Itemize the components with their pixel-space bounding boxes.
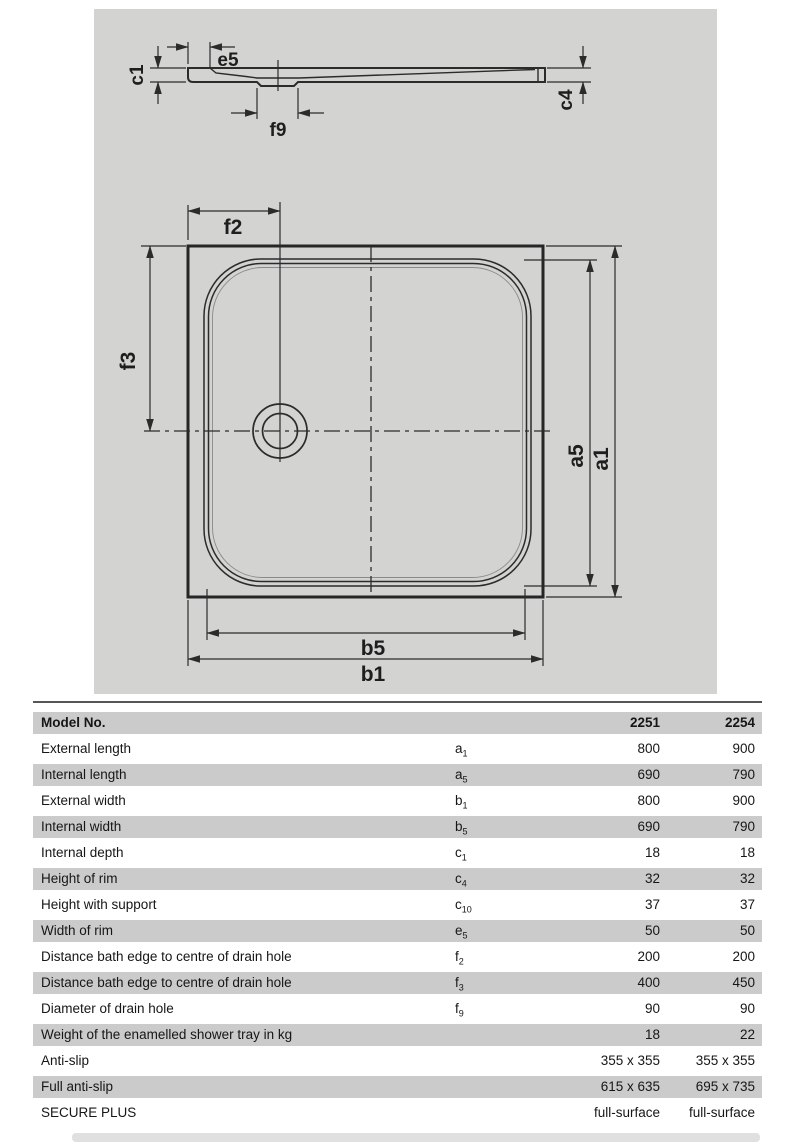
spec-symbol [455, 1100, 530, 1126]
model-no-header: Model No. [41, 715, 106, 730]
spec-symbol: $c_1$ [455, 845, 467, 863]
table-row [33, 944, 762, 970]
spec-value-2254: 355 x 355 [695, 1053, 755, 1068]
spec-symbol: $f_9$ [455, 1001, 464, 1019]
spec-value-2251: 90 [644, 1001, 660, 1016]
spec-value-2254: 200 [732, 949, 755, 964]
spec-value-2254: 37 [739, 897, 755, 912]
spec-symbol: $b_1$ [455, 793, 468, 811]
spec-value-2251: 400 [637, 975, 660, 990]
spec-value-2254: 900 [732, 793, 755, 808]
spec-symbol [455, 1076, 530, 1098]
spec-label: SECURE PLUS [41, 1105, 137, 1120]
symbol-header [455, 712, 530, 734]
spec-value-2251: 18 [644, 1027, 660, 1042]
spec-label: Full anti-slip [41, 1079, 114, 1094]
spec-value-2254: 50 [739, 923, 755, 938]
dim-label-a1: a1 [590, 447, 613, 471]
spec-label: Distance bath edge to centre of drain hole [41, 975, 292, 990]
spec-value-2254: 18 [739, 845, 755, 860]
table-row [33, 892, 762, 918]
spec-label: External length [41, 741, 132, 756]
scan-artifact-bar [72, 1133, 760, 1142]
table-row [33, 1048, 762, 1074]
spec-value-2254: full-surface [688, 1105, 755, 1120]
table-row [33, 840, 762, 866]
spec-value-2251: 800 [637, 741, 660, 756]
dim-label-f2: f2 [223, 216, 243, 239]
table-row [33, 762, 762, 788]
spec-value-2251: 50 [644, 923, 660, 938]
spec-value-2251: full-surface [593, 1105, 660, 1120]
spec-value-2251: 690 [637, 767, 660, 782]
spec-value-2254: 695 x 735 [695, 1079, 755, 1094]
table-header-row [33, 710, 762, 736]
spec-symbol [455, 1024, 530, 1046]
dim-label-a5: a5 [565, 444, 588, 468]
spec-symbol: $b_5$ [455, 819, 468, 837]
plan-view [141, 202, 622, 666]
spec-value-2254: 790 [732, 767, 755, 782]
spec-symbol: $c_{10}$ [455, 897, 472, 915]
spec-symbol: $f_3$ [455, 975, 464, 993]
spec-label: Internal length [41, 767, 127, 782]
spec-value-2251: 615 x 635 [600, 1079, 660, 1094]
spec-label: Weight of the enamelled shower tray in kg [41, 1027, 293, 1042]
spec-label: Internal width [41, 819, 122, 834]
spec-value-2254: 790 [732, 819, 755, 834]
spec-label: Height of rim [41, 871, 118, 886]
spec-table [33, 701, 762, 1126]
dim-label-c4: c4 [556, 89, 577, 111]
dim-label-b1: b1 [360, 663, 386, 686]
table-row [33, 866, 762, 892]
spec-label: Internal depth [41, 845, 124, 860]
spec-value-2251: 200 [637, 949, 660, 964]
table-row [33, 918, 762, 944]
model-2254-header: 2254 [724, 715, 755, 730]
drawing-panel [94, 9, 717, 694]
dim-label-f9: f9 [269, 120, 287, 141]
spec-symbol: $f_2$ [455, 949, 464, 967]
spec-label: External width [41, 793, 126, 808]
table-row [33, 996, 762, 1022]
table-row [33, 788, 762, 814]
table-body [33, 736, 762, 1126]
technical-drawing [94, 9, 717, 694]
spec-value-2251: 37 [644, 897, 660, 912]
spec-value-2254: 900 [732, 741, 755, 756]
spec-label: Width of rim [41, 923, 114, 938]
table-row [33, 970, 762, 996]
spec-symbol: $a_5$ [455, 767, 468, 785]
spec-symbol: $a_1$ [455, 741, 468, 759]
spec-value-2254: 450 [732, 975, 755, 990]
dim-label-c1: c1 [127, 64, 148, 86]
model-2251-header: 2251 [629, 715, 660, 730]
spec-symbol [455, 1048, 530, 1074]
spec-value-2254: 22 [739, 1027, 755, 1042]
spec-label: Anti-slip [41, 1053, 90, 1068]
table-row [33, 736, 762, 762]
spec-symbol: $c_4$ [455, 871, 467, 889]
table-row [33, 1074, 762, 1100]
spec-value-2251: 690 [637, 819, 660, 834]
spec-value-2251: 800 [637, 793, 660, 808]
table-row [33, 1022, 762, 1048]
dim-label-b5: b5 [360, 637, 386, 660]
table-row [33, 814, 762, 840]
spec-label: Distance bath edge to centre of drain hole [41, 949, 292, 964]
spec-value-2251: 32 [644, 871, 660, 886]
spec-value-2251: 18 [644, 845, 660, 860]
table-row [33, 1100, 762, 1126]
spec-label: Diameter of drain hole [41, 1001, 174, 1016]
spec-value-2251: 355 x 355 [600, 1053, 660, 1068]
dim-label-e5: e5 [217, 50, 239, 71]
spec-value-2254: 90 [739, 1001, 755, 1016]
spec-value-2254: 32 [739, 871, 755, 886]
side-view [150, 42, 591, 119]
dim-label-f3: f3 [117, 351, 140, 371]
spec-symbol: $e_5$ [455, 923, 468, 941]
spec-label: Height with support [41, 897, 157, 912]
